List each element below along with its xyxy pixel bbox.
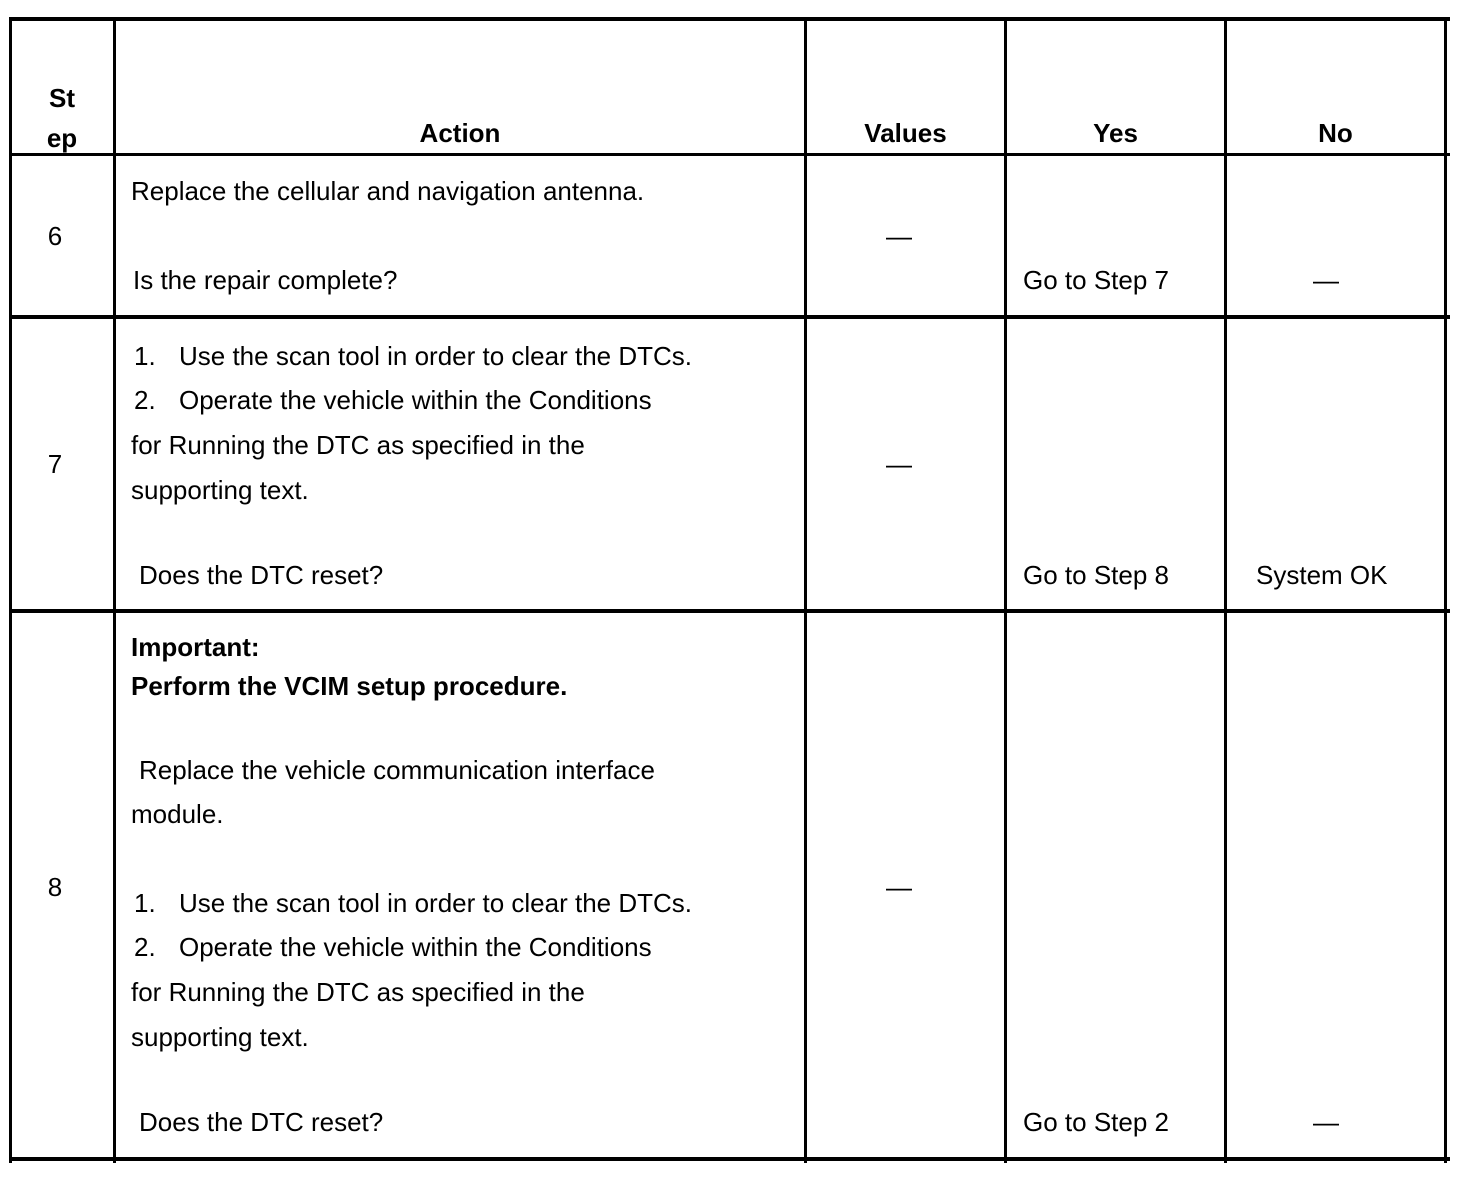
header-step-line1: St (49, 83, 75, 113)
header-divider (9, 153, 1450, 156)
header-action: Action (419, 118, 501, 148)
header-yes: Yes (1093, 118, 1138, 148)
action-text: Use the scan tool in order to clear the DTCs. (179, 888, 693, 918)
step-number: 8 (47, 872, 63, 902)
table-border-bottom (9, 1157, 1450, 1161)
list-number: 1. (134, 888, 156, 918)
header-no: No (1318, 118, 1353, 148)
no-cell: — (1313, 265, 1339, 295)
row-divider (9, 609, 1450, 613)
header-step (12, 78, 112, 158)
table-border-top (9, 17, 1450, 21)
values-cell: — (886, 449, 912, 479)
header-values: Values (864, 118, 947, 148)
step-number: 7 (47, 449, 63, 479)
row-divider (9, 315, 1450, 319)
column-divider (9, 18, 12, 1163)
no-cell: — (1313, 1107, 1339, 1137)
list-number: 1. (134, 341, 156, 371)
list-number: 2. (134, 932, 156, 962)
column-divider (1004, 18, 1007, 1163)
action-question: Does the DTC reset? (139, 560, 384, 590)
column-divider (804, 18, 807, 1163)
action-text: Operate the vehicle within the Conditions (179, 385, 652, 415)
values-cell: — (886, 221, 912, 251)
yes-cell: Go to Step 7 (1023, 265, 1169, 295)
column-divider (113, 18, 116, 1163)
important-label: Important: (131, 632, 260, 662)
action-question: Is the repair complete? (133, 265, 398, 295)
column-divider (1444, 18, 1447, 1163)
important-note: Perform the VCIM setup procedure. (131, 671, 568, 701)
action-text: Use the scan tool in order to clear the DTCs. (179, 341, 693, 371)
values-cell: — (886, 872, 912, 902)
step-number: 6 (47, 221, 63, 251)
action-text: supporting text. (131, 475, 309, 505)
yes-cell: Go to Step 2 (1023, 1107, 1169, 1137)
action-text: Replace the cellular and navigation antenna. (131, 176, 645, 206)
action-text: for Running the DTC as specified in the (131, 430, 585, 460)
header-step-line2: ep (46, 123, 78, 153)
column-divider (1224, 18, 1227, 1163)
action-text: Operate the vehicle within the Conditions (179, 932, 652, 962)
action-text: supporting text. (131, 1022, 309, 1052)
yes-cell: Go to Step 8 (1023, 560, 1169, 590)
action-text: module. (131, 799, 224, 829)
action-text: Replace the vehicle communication interface (139, 755, 655, 785)
list-number: 2. (134, 385, 156, 415)
no-cell: System OK (1256, 560, 1388, 590)
action-question: Does the DTC reset? (139, 1107, 384, 1137)
action-text: for Running the DTC as specified in the (131, 977, 585, 1007)
